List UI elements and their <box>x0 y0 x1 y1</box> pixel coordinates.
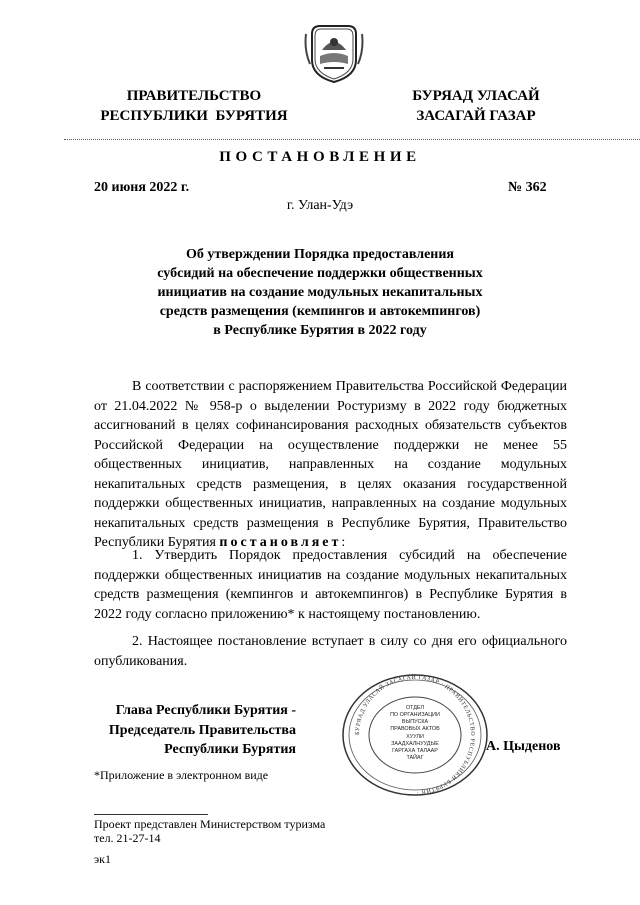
title-line: инициатив на создание модульных некапитальных <box>157 285 483 300</box>
title-line: в Республике Бурятия в 2022 году <box>213 323 427 338</box>
document-type: ПОСТАНОВЛЕНИЕ <box>219 149 421 165</box>
title-line: Об утверждении Порядка предоставления <box>185 247 455 262</box>
stamp-line: ТАЙАГ <box>406 755 424 761</box>
footer-note <box>94 817 325 845</box>
official-stamp <box>340 672 490 798</box>
footer-line: Проект представлен Министерством туризма <box>94 817 326 831</box>
government-name-bua-line: ЗАСАГАЙ ГАЗАР <box>416 108 536 124</box>
stamp-line: ВЫПУСКА <box>401 719 429 725</box>
stamp-ring-text: БУРЯАД УЛАСАЙ ЗАСАГАЙ ГАЗАР · ПРАВИТЕЛЬСТВО РЕСПУБЛИКИ БУРЯТИЯ · <box>354 674 476 795</box>
document-title <box>126 245 514 340</box>
signatory-title-line: Республики Бурятия <box>164 742 296 757</box>
footer-line: тел. 21-27-14 <box>94 831 161 845</box>
government-name-bua <box>382 86 570 126</box>
clause-2: 2. Настоящее постановление вступает в силу со дня его официального опубликования. <box>94 634 567 669</box>
attachment-note: *Приложение в электронном виде <box>94 768 269 782</box>
stamp-line: ГАРГАХА ТАЛААР <box>392 748 438 754</box>
preamble-paragraph <box>94 377 567 553</box>
footer-code: эк1 <box>94 852 111 866</box>
document-city: г. Улан-Удэ <box>286 198 354 213</box>
preamble-text: В соответствии с распоряжением Правительства Российской Федерации от 21.04.2022 № 958-р о выделении Ростуризму в 2022 году бюджетных ассигнований в целях софинансирования расходных обязательств субъектов Российской Федерации на осуществление поддержки не менее 55 общественных инициатив, направленных на создание модульных некапитальных средств размещения, в целях оказания государственной поддержки общественных инициатив, направленных на создание модульных некапитальных средств размещения в Республике Бурятия, Правительство Республики Бурятия <box>94 379 567 550</box>
stamp-line: ПО ОРГАНИЗАЦИИ <box>390 712 440 718</box>
signatory-title-line: Глава Республики Бурятия - <box>115 703 296 718</box>
signatory-name: А. Цыденов <box>486 739 561 754</box>
government-name-ru <box>86 86 302 126</box>
preamble-colon: : <box>341 535 346 550</box>
stamp-line: ХУУЛИ <box>406 734 424 740</box>
coat-of-arms-emblem <box>304 20 364 84</box>
stamp-line: ОТДЕЛ <box>405 705 425 711</box>
signatory-title <box>60 701 296 760</box>
title-line: субсидий на обеспечение поддержки общественных <box>157 266 483 281</box>
government-name-bua-line: БУРЯАД УЛАСАЙ <box>412 88 540 104</box>
document-date: 20 июня 2022 г. <box>94 180 190 195</box>
document-number: № 362 <box>508 180 547 195</box>
government-name-ru-line: ПРАВИТЕЛЬСТВО <box>126 88 262 104</box>
header-divider <box>64 139 640 140</box>
stamp-line: ЗААДХАЛНУУДЫЕ <box>391 741 439 747</box>
stamp-line: ПРАВОВЫХ АКТОВ <box>390 726 440 732</box>
government-name-ru-line: РЕСПУБЛИКИ БУРЯТИЯ <box>100 108 288 124</box>
footer-divider <box>94 814 208 815</box>
clause-1: 1. Утвердить Порядок предоставления субсидий на обеспечение поддержки общественных инициатив на создание модульных некапитальных средств размещения (кемпингов и автокемпингов) в Республике Бурятия в 2022 году согласно приложению* к настоящему постановлению. <box>94 548 567 622</box>
title-line: средств размещения (кемпингов и автокемпингов) <box>159 304 481 319</box>
signatory-title-line: Председатель Правительства <box>108 722 296 738</box>
resolve-keyword: постановляет <box>219 535 342 550</box>
